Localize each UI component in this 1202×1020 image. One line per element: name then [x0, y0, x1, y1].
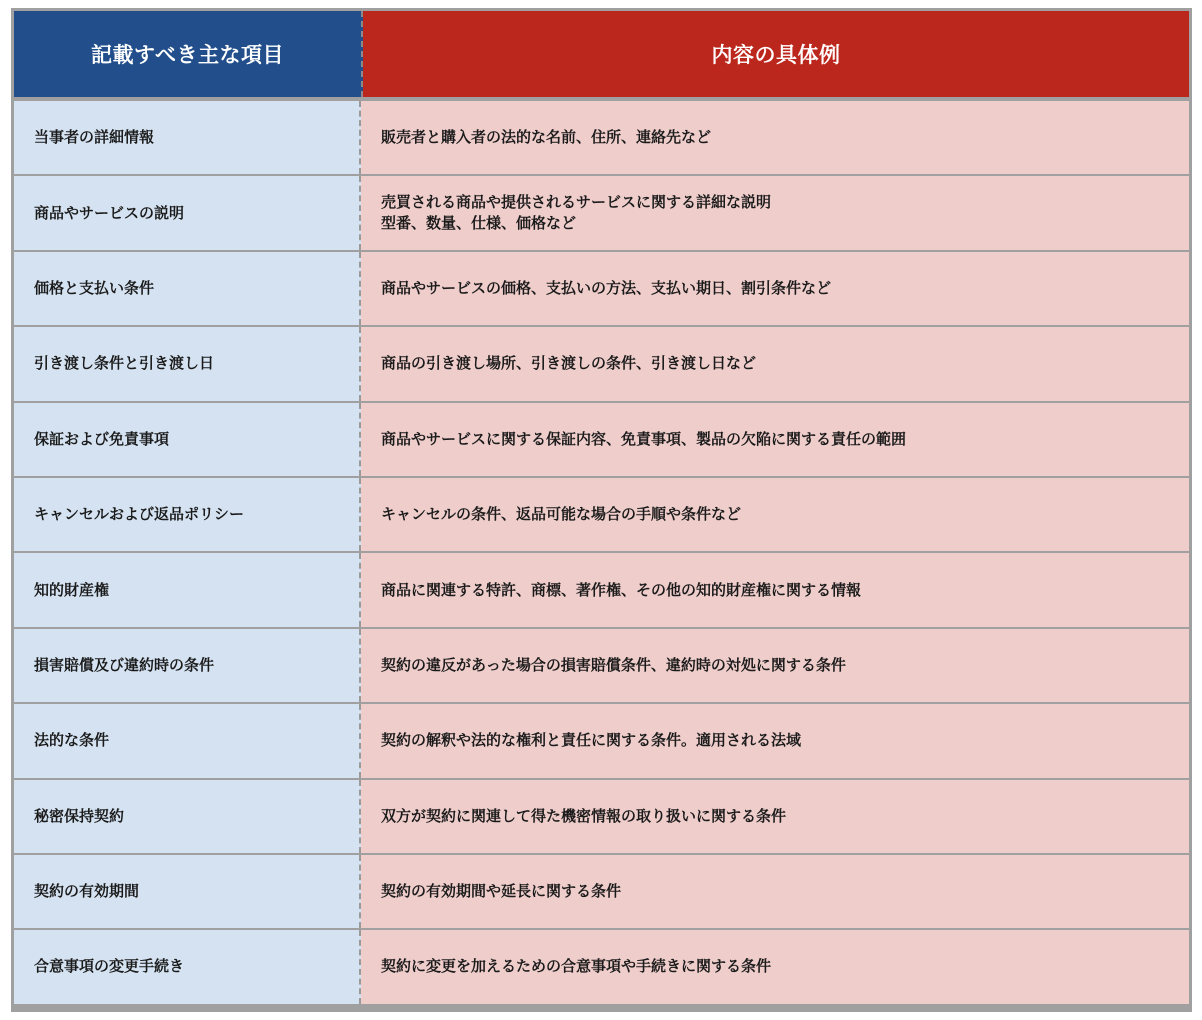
item-label: 商品やサービスの説明	[34, 203, 185, 222]
table-row	[14, 629, 1189, 704]
item-label: 引き渡し条件と引き渡し日	[34, 354, 215, 373]
item-label: 価格と支払い条件	[34, 278, 155, 297]
example-line: 双方が契約に関連して得た機密情報の取り扱いに関する条件	[381, 806, 787, 825]
table-row	[14, 855, 1189, 930]
contract-items-table	[11, 8, 1192, 1012]
header-example-title: 内容の具体例	[363, 11, 1189, 97]
table-row	[14, 403, 1189, 478]
item-label: キャンセルおよび返品ポリシー	[34, 505, 245, 524]
item-cell	[14, 629, 361, 702]
item-cell	[14, 855, 361, 928]
example-cell	[361, 855, 1189, 928]
item-label: 契約の有効期間	[34, 882, 140, 901]
example-line: 契約の有効期間や延長に関する条件	[381, 882, 622, 901]
table-row	[14, 553, 1189, 628]
item-label: 法的な条件	[34, 731, 110, 750]
example-cell	[361, 553, 1189, 626]
item-cell	[14, 101, 361, 174]
item-label: 損害賠償及び違約時の条件	[34, 655, 215, 674]
item-cell	[14, 704, 361, 777]
item-cell	[14, 327, 361, 400]
example-line: 商品やサービスに関する保証内容、免責事項、製品の欠陥に関する責任の範囲	[381, 429, 907, 448]
item-label: 合意事項の変更手続き	[34, 957, 185, 976]
item-cell	[14, 403, 361, 476]
item-cell	[14, 176, 361, 249]
table-header-row	[14, 11, 1189, 101]
example-cell	[361, 252, 1189, 325]
table-row	[14, 252, 1189, 327]
example-line: 販売者と購入者の法的な名前、住所、連絡先など	[381, 128, 712, 147]
example-line: 契約の違反があった場合の損害賠償条件、違約時の対処に関する条件	[381, 655, 846, 674]
item-label: 知的財産権	[34, 580, 110, 599]
example-line: キャンセルの条件、返品可能な場合の手順や条件など	[381, 505, 742, 524]
item-cell	[14, 553, 361, 626]
item-cell	[14, 478, 361, 551]
example-cell	[361, 101, 1189, 174]
example-cell	[361, 327, 1189, 400]
table-row	[14, 780, 1189, 855]
item-cell	[14, 930, 361, 1003]
example-cell	[361, 176, 1189, 249]
header-item-title: 記載すべき主な項目	[14, 11, 363, 97]
example-line: 契約に変更を加えるための合意事項や手続きに関する条件	[381, 957, 772, 976]
example-cell	[361, 403, 1189, 476]
table-row	[14, 930, 1189, 1003]
example-line: 商品に関連する特許、商標、著作権、その他の知的財産権に関する情報	[381, 580, 862, 599]
table-body	[14, 101, 1189, 1004]
table-row	[14, 704, 1189, 779]
example-line: 商品の引き渡し場所、引き渡しの条件、引き渡し日など	[381, 354, 757, 373]
table-row	[14, 101, 1189, 176]
example-line: 型番、数量、仕様、価格など	[381, 214, 577, 233]
item-cell	[14, 780, 361, 853]
item-cell	[14, 252, 361, 325]
example-cell	[361, 930, 1189, 1003]
table-row	[14, 327, 1189, 402]
example-line: 商品やサービスの価格、支払いの方法、支払い期日、割引条件など	[381, 278, 832, 297]
example-cell	[361, 478, 1189, 551]
item-label: 秘密保持契約	[34, 806, 125, 825]
example-cell	[361, 704, 1189, 777]
item-label: 当事者の詳細情報	[34, 128, 155, 147]
item-label: 保証および免責事項	[34, 429, 170, 448]
example-line: 売買される商品や提供されるサービスに関する詳細な説明	[381, 193, 772, 212]
example-cell	[361, 780, 1189, 853]
example-line: 契約の解釈や法的な権利と責任に関する条件。適用される法域	[381, 731, 802, 750]
table-row	[14, 176, 1189, 251]
example-cell	[361, 629, 1189, 702]
table-row	[14, 478, 1189, 553]
